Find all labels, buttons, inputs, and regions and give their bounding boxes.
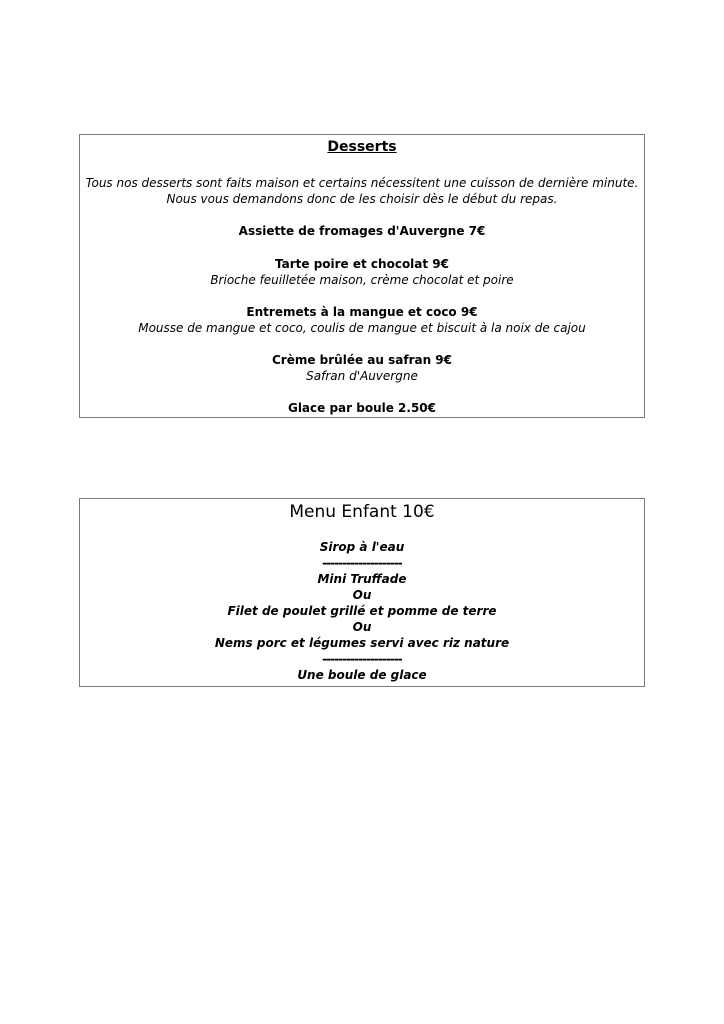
dessert-item-tarte-name: Tarte poire et chocolat 9€ — [274, 257, 450, 271]
dessert-item-entremets-name: Entremets à la mangue et coco 9€ — [246, 305, 478, 319]
menu-enfant-line: Filet de poulet grillé et pomme de terre — [227, 604, 497, 618]
menu-enfant-line: Mini Truffade — [317, 572, 407, 586]
desserts-intro-line-1: Tous nos desserts sont faits maison et certains nécessitent une cuisson de dernière minute. — [85, 176, 639, 190]
dessert-item-creme-brulee-description: Safran d'Auvergne — [306, 369, 418, 383]
menu-enfant-line: Une boule de glace — [297, 668, 427, 682]
dessert-item-glace-name: Glace par boule 2.50€ — [287, 401, 437, 415]
dessert-item-entremets-description: Mousse de mangue et coco, coulis de mangue et biscuit à la noix de cajou — [138, 321, 586, 335]
dessert-item-fromages-name: Assiette de fromages d'Auvergne 7€ — [238, 224, 486, 238]
menu-enfant-separator: -------------------- — [322, 652, 402, 666]
menu-enfant-line: Ou — [352, 620, 372, 634]
desserts-title: Desserts — [327, 139, 397, 155]
menu-enfant-line: Nems porc et légumes servi avec riz nature — [214, 636, 510, 650]
menu-enfant-line: Sirop à l'eau — [319, 540, 405, 554]
desserts-intro-line-2: Nous vous demandons donc de les choisir dès le début du repas. — [166, 192, 558, 206]
menu-enfant-title: Menu Enfant 10€ — [289, 502, 435, 522]
dessert-item-creme-brulee-name: Crème brûlée au safran 9€ — [271, 353, 453, 367]
menu-enfant-line: Ou — [352, 588, 372, 602]
dessert-item-tarte-description: Brioche feuilletée maison, crème chocolat et poire — [210, 273, 514, 287]
menu-enfant-separator: -------------------- — [322, 556, 402, 570]
desserts-section — [79, 134, 645, 418]
menu-enfant-section — [79, 498, 645, 687]
